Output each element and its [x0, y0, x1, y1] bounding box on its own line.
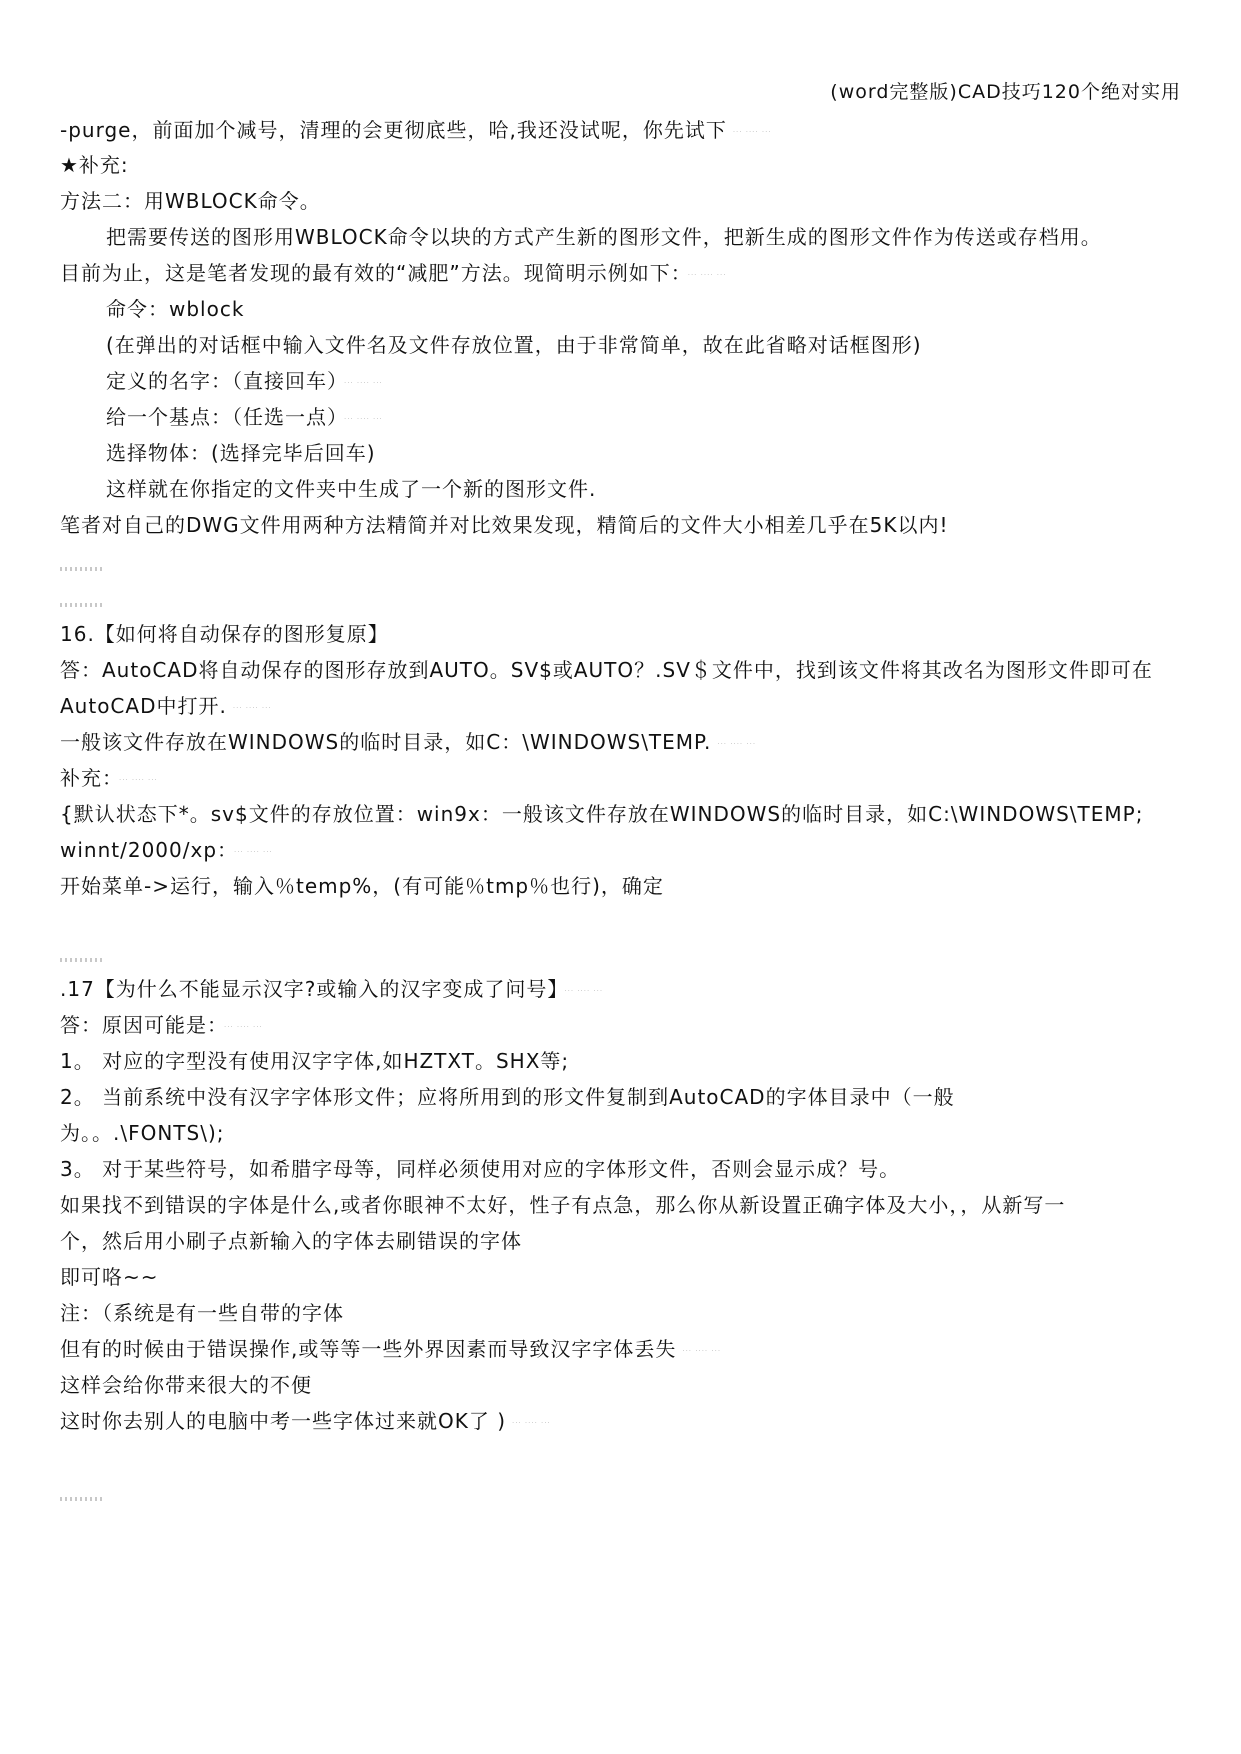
text-line: 为。。.\FONTS\);	[60, 1121, 225, 1145]
text-line: 开始菜单->运行，输入％temp%，(有可能％tmp％也行)，确定	[60, 874, 664, 898]
faint-marks: ··· ···· ···	[119, 775, 158, 784]
text-line: 给一个基点：（任选一点） ··· ···· ···	[106, 405, 383, 429]
faint-marks: ··· ···· ···	[232, 703, 272, 712]
section-heading: .17【为什么不能显示汉字?或输入的汉字变成了问号】 ··· ···· ···	[60, 977, 604, 1001]
text-line: 方法二：用WBLOCK命令。	[60, 189, 321, 213]
text-line: AutoCAD中打开. ··· ···· ···	[60, 694, 272, 718]
text-line: 3。 对于某些符号，如希腊字母等，同样必须使用对应的字体形文件，否则会显示成？号。	[60, 1157, 901, 1181]
text-line: 定义的名字：（直接回车） ··· ···· ···	[106, 369, 383, 393]
text-line: (在弹出的对话框中输入文件名及文件存放位置，由于非常简单，故在此省略对话框图形)	[106, 333, 922, 357]
text-line: ★补充:	[60, 153, 129, 177]
text-line: 但有的时候由于错误操作,或等等一些外界因素而导致汉字字体丢失 ··· ···· ···	[60, 1337, 722, 1361]
text-line: 1。 对应的字型没有使用汉字字体,如HZTXT。SHX等;	[60, 1049, 570, 1073]
text-line: 把需要传送的图形用WBLOCK命令以块的方式产生新的图形文件，把新生成的图形文件作为传送或存档用。	[106, 225, 1102, 249]
faint-marks: ··· ···· ···	[564, 986, 604, 995]
faint-marks: ··· ···· ···	[717, 739, 757, 748]
page-header: (word完整版)CAD技巧120个绝对实用	[830, 81, 1181, 103]
faint-marks: ··· ···· ···	[344, 378, 383, 387]
faint-mark	[60, 603, 102, 607]
text-line: 这样会给你带来很大的不便	[60, 1373, 312, 1397]
text-line: {默认状态下*。sv$文件的存放位置：win9x：一般该文件存放在WINDOWS的临时目录，如C:\WINDOWS\TEMP;	[60, 802, 1144, 826]
faint-marks: ··· ···· ···	[512, 1418, 551, 1427]
text-line: 这时你去别人的电脑中考一些字体过来就OK了 ) ··· ···· ···	[60, 1409, 551, 1433]
text-line: 注：（系统是有一些自带的字体	[60, 1301, 344, 1325]
text-line: -purge，前面加个减号，清理的会更彻底些，哈,我还没试呢，你先试下 ··· ···· ···	[60, 118, 772, 142]
text-line: 这样就在你指定的文件夹中生成了一个新的图形文件.	[106, 477, 597, 501]
text-line: 答：原因可能是： ··· ···· ···	[60, 1013, 263, 1037]
text-line: 选择物体：(选择完毕后回车)	[106, 441, 376, 465]
text-line: 答：AutoCAD将自动保存的图形存放到AUTO。SV$或AUTO？.SV＄文件中，找到该文件将其改名为图形文件即可在	[60, 658, 1153, 682]
faint-marks: ··· ···· ···	[224, 1022, 263, 1031]
text-line: winnt/2000/xp： ··· ···· ···	[60, 838, 273, 862]
text-line: 2。 当前系统中没有汉字字体形文件；应将所用到的形文件复制到AutoCAD的字体目录中（一般	[60, 1085, 955, 1109]
faint-marks: ··· ···· ···	[344, 414, 383, 423]
text-line: 笔者对自己的DWG文件用两种方法精简并对比效果发现，精简后的文件大小相差几乎在5K以内!	[60, 513, 949, 537]
faint-mark	[60, 567, 102, 571]
text-line: 补充： ··· ···· ···	[60, 766, 158, 790]
faint-marks: ··· ···· ···	[687, 270, 727, 279]
text-line: 目前为止，这是笔者发现的最有效的“减肥”方法。现简明示例如下： ··· ···· ···	[60, 261, 727, 285]
faint-marks: ··· ···· ···	[234, 847, 273, 856]
text-line: 命令：wblock	[106, 297, 245, 321]
faint-mark	[60, 958, 102, 962]
text-line: 如果找不到错误的字体是什么,或者你眼神不太好，性子有点急，那么你从新设置正确字体及大小，，从新写一	[60, 1193, 1066, 1217]
text-line: 即可咯~~	[60, 1265, 159, 1289]
faint-marks: ··· ···· ···	[732, 127, 772, 136]
text-line: 个，然后用小刷子点新输入的字体去刷错误的字体	[60, 1229, 522, 1253]
faint-mark	[60, 1497, 102, 1501]
faint-marks: ··· ···· ···	[682, 1346, 722, 1355]
text-line: 一般该文件存放在WINDOWS的临时目录，如C：\WINDOWS\TEMP. ··· ···· ···	[60, 730, 757, 754]
section-heading: 16.【如何将自动保存的图形复原】	[60, 622, 389, 646]
